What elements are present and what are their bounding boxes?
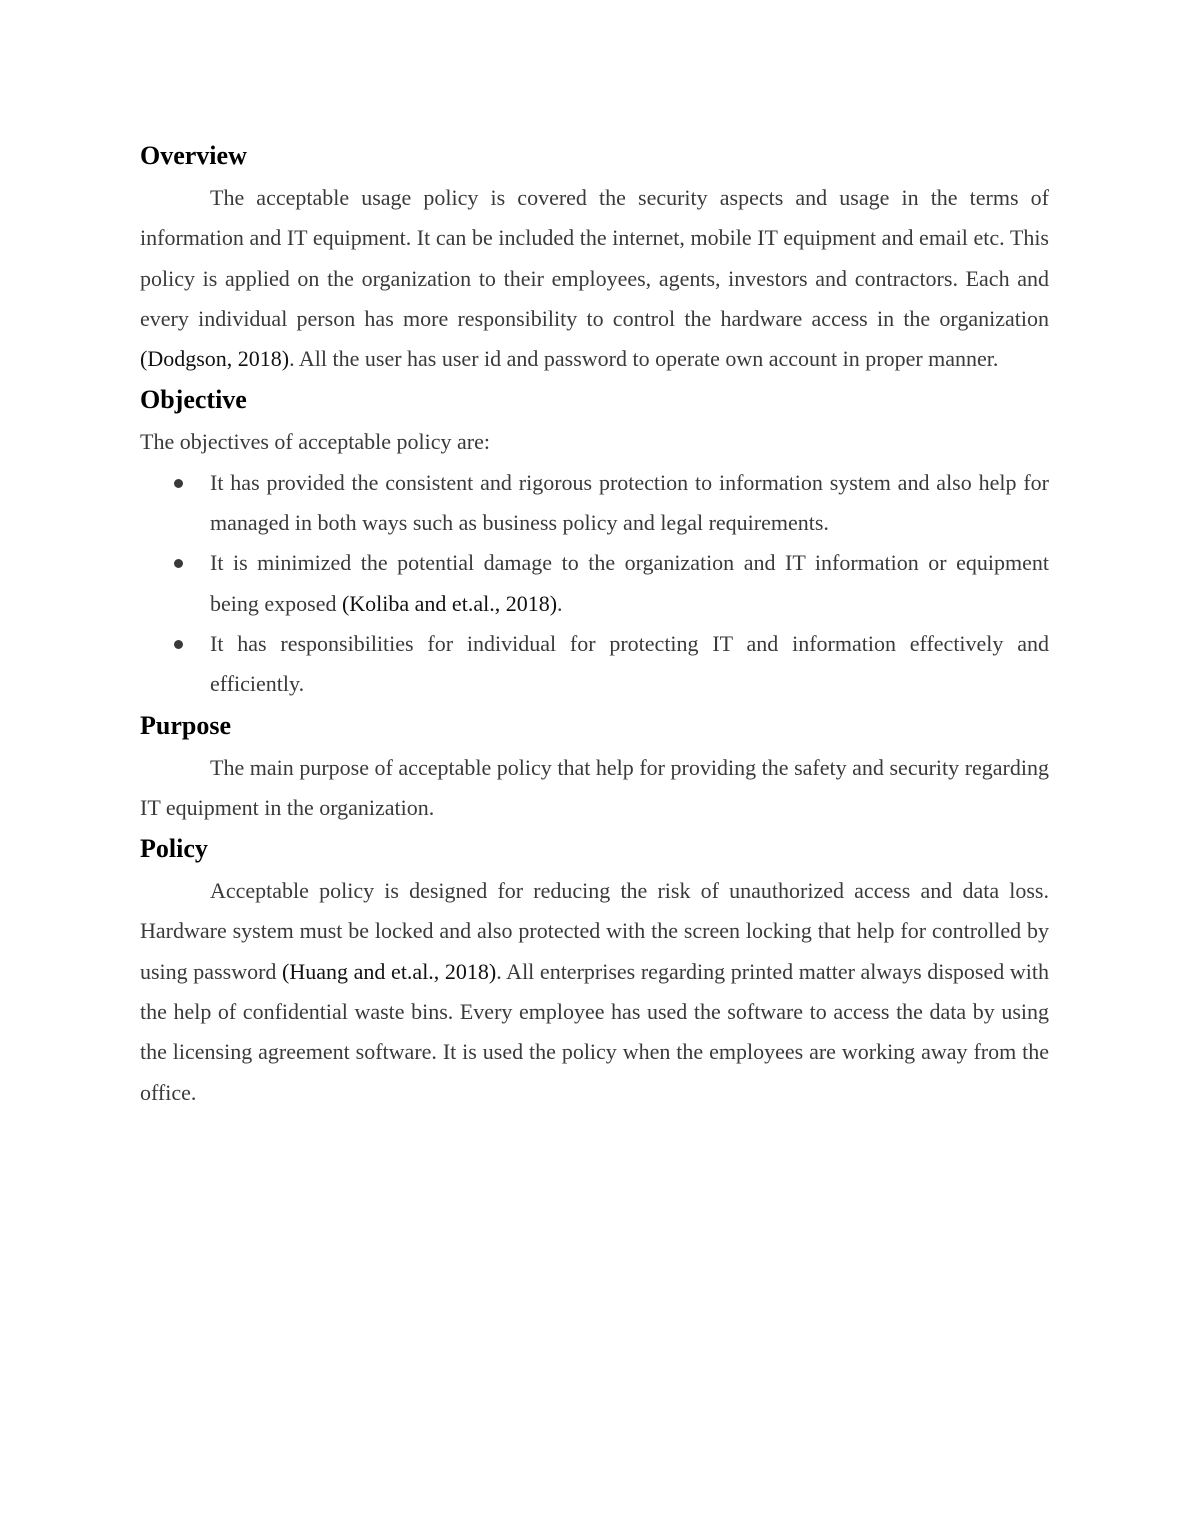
document-page <box>140 138 1049 1113</box>
policy-heading: Policy <box>140 834 208 864</box>
overview-text-b: . All the user has user id and password to operate own account in proper manner. <box>289 346 999 372</box>
purpose-heading: Purpose <box>140 710 231 740</box>
list-item-citation: (Koliba and et.al., 2018) <box>341 590 558 616</box>
list-item-text-a: It is minimized the potential damage to the organization and IT information or equipment being exposed <box>210 550 1049 616</box>
policy-citation: (Huang and et.al., 2018) <box>282 958 497 984</box>
overview-text-a: The acceptable usage policy is covered the security aspects and usage in the terms of information and IT equipment. It can be included the internet, mobile IT equipment and email etc. This policy is applied on the organization to their employees, agents, investors and contractors. Each and every individual person has more responsibility to control the hardware access in the organization <box>140 185 1049 331</box>
bullet-icon <box>174 559 183 568</box>
list-item <box>140 463 1049 544</box>
list-item <box>140 624 1049 705</box>
policy-text-a: Acceptable policy is designed for reducing the risk of unauthorized access and data loss. Hardware system must be locked and also protected with the screen locking that help for controlled by using password <box>140 878 1049 984</box>
purpose-paragraph: The main purpose of acceptable policy that help for providing the safety and security regarding IT equipment in the organization. <box>140 754 1049 820</box>
overview-citation: (Dodgson, 2018) <box>140 346 290 372</box>
objective-intro: The objectives of acceptable policy are: <box>140 429 490 455</box>
objective-list <box>140 463 1049 705</box>
bullet-icon <box>174 640 183 649</box>
objective-heading: Objective <box>140 385 247 415</box>
list-item-text-b: . <box>557 590 563 616</box>
overview-paragraph <box>140 178 1049 379</box>
list-item-text: It has responsibilities for individual for protecting IT and information effectively and efficiently. <box>210 630 1049 697</box>
list-item <box>140 543 1049 624</box>
bullet-icon <box>174 479 183 488</box>
list-item-text: It has provided the consistent and rigorous protection to information system and also help for managed in both ways such as business policy and legal requirements. <box>210 469 1049 536</box>
overview-heading: Overview <box>140 141 247 170</box>
policy-text-b: . All enterprises regarding printed matter always disposed with the help of confidential waste bins. Every employee has used the software to access the data by using the licensing agreement software. It is used the policy when the employees are working away from the office. <box>140 958 1050 1105</box>
policy-paragraph <box>140 871 1049 1113</box>
